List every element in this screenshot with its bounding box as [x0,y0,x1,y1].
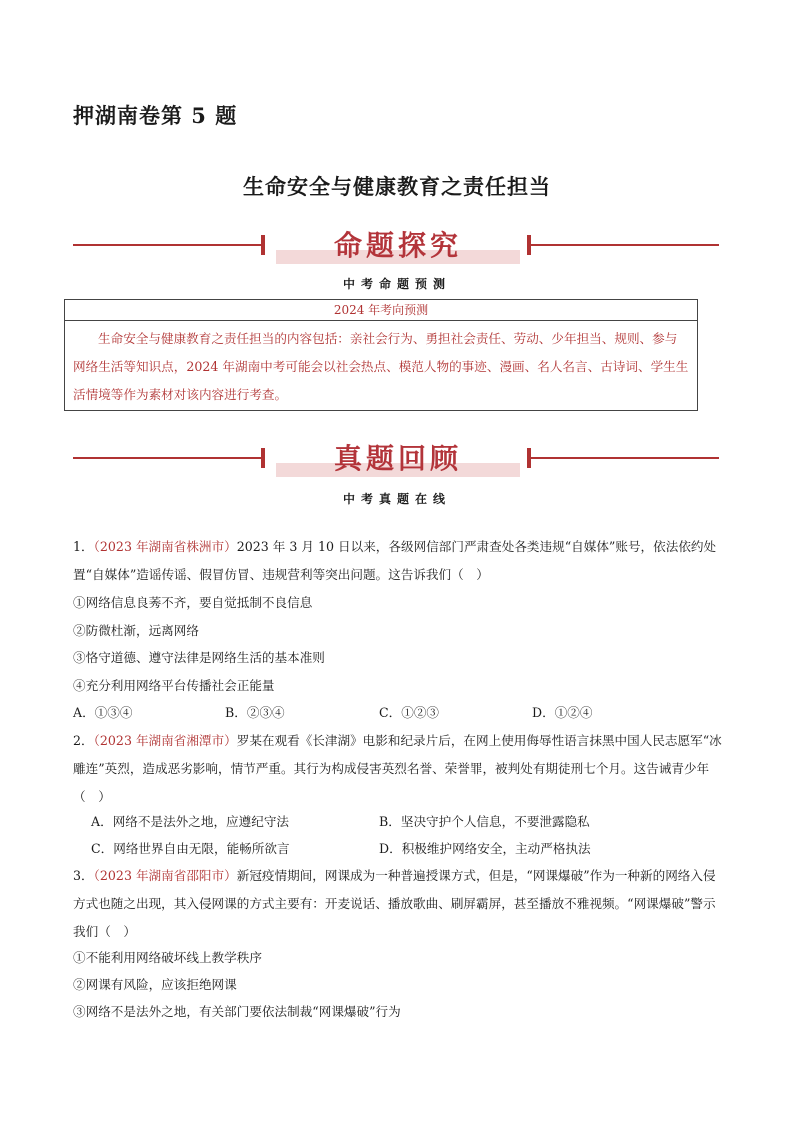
page-title: 生命安全与健康教育之责任担当 [243,174,551,199]
question-stem: 新冠疫情期间，网课成为一种普遍授课方式，但是，“网课爆破”作为一种新的网络入侵方式也随之出现，其入侵网课的方式主要有：开麦说话、播放歌曲、刷屏霸屏，甚至播放不雅视频。“网课爆破”警示我们（ ） [73,868,716,939]
section-caption: 中考真题在线 [342,492,451,506]
option-c: C．网络世界自由无限，能畅所欲言 [91,841,290,856]
question-2 [73,727,723,811]
exam-label: 押湖南卷第 5 题 [73,103,238,128]
question-stem: 2023 年 3 月 10 日以来，各级网信部门严肃查处各类违规“自媒体”账号，依法依约处置“自媒体”造谣传谣、假冒仿冒、违规营利等突出问题。这告诉我们（ ） [73,539,717,582]
question-number: 1． [73,539,94,554]
list-item: ③网络不是法外之地，有关部门要依法制裁“网课爆破”行为 [73,1004,401,1019]
list-item: ①网络信息良莠不齐，要自觉抵制不良信息 [73,595,313,610]
section-banner-proposition [73,226,719,266]
option-a: A．①③④ [73,705,133,720]
question-number: 3． [73,868,94,883]
list-item: ①不能利用网络破坏线上教学秩序 [73,950,262,965]
section-banner-review [73,439,719,479]
banner-label: 真题回顾 [333,442,462,475]
option-b: B．坚决守护个人信息，不要泄露隐私 [379,814,590,829]
list-item: ②防微杜渐，远离网络 [73,623,199,638]
question-source: （2023 年湖南省株洲市） [93,539,237,554]
list-item: ④充分利用网络平台传播社会正能量 [73,678,275,693]
forecast-body: 生命安全与健康教育之责任担当的内容包括：亲社会行为、勇担社会责任、劳动、少年担当、规则、参与网络生活等知识点，2024 年湖南中考可能会以社会热点、模范人物的事迹、漫画、名人名言、古诗词、学生生活情境等作为素材对该内容进行考查。 [73,331,689,402]
forecast-box [64,299,698,411]
option-b: B．②③④ [225,705,285,720]
banner-label: 命题探究 [333,229,462,262]
question-number: 2． [73,733,94,748]
option-a: A．网络不是法外之地，应遵纪守法 [91,814,290,829]
question-source: （2023 年湖南省湘潭市） [93,733,237,748]
section-caption: 中考命题预测 [342,277,451,291]
question-3 [73,862,723,946]
option-d: D．①②④ [532,705,593,720]
option-d: D．积极维护网络安全，主动严格执法 [379,841,591,856]
option-c: C．①②③ [379,705,440,720]
list-item: ③恪守道德、遵守法律是网络生活的基本准则 [73,650,325,665]
forecast-heading: 2024 年考向预测 [65,300,697,321]
question-source: （2023 年湖南省邵阳市） [93,868,237,883]
list-item: ②网课有风险，应该拒绝网课 [73,977,237,992]
question-stem: 罗某在观看《长津湖》电影和纪录片后，在网上使用侮辱性语言抹黑中国人民志愿军“冰雕连”英烈，造成恶劣影响，情节严重。其行为构成侵害英烈名誉、荣誉罪，被判处有期徒刑七个月。这告诫青少年（ ） [73,733,722,804]
question-1 [73,533,723,589]
